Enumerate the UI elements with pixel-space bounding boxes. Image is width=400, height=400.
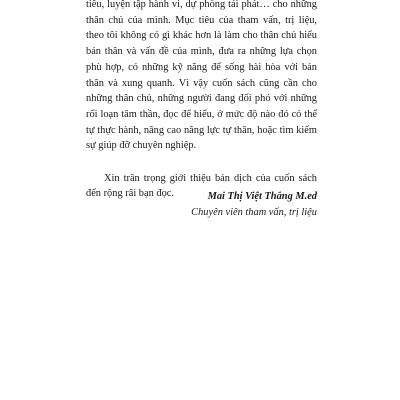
body-text	[86, 0, 317, 202]
author-signature-title: Chuyên viên tham vấn, trị liệu	[191, 207, 317, 218]
paragraph-closing: Xin trân trọng giới thiệu bản dịch của cuốn sách đến rộng rãi bạn đọc.	[86, 172, 317, 200]
paragraph-continued: tiêu, luyện tập hành vi, dự phòng tái phát… cho những thân chủ của mình. Mục tiêu của tham vấn, trị liệu, theo tôi không có gì khác hơn là làm cho thân chủ hiểu bản thân và vấn đề của mình, đưa ra những lựa chọn phù hợp, có những kỹ năng để sống hài hòa với bản thân và xung quanh. Vì vậy cuốn sách cũng cần cho những thân chủ, những người đang đối phó với những rối loạn tâm thần, đọc để hiểu, ở mức độ nào đó có thể tự thực hành, nâng cao năng lực tự thân, hoặc tìm kiếm sự giúp đỡ chuyên nghiệp.	[86, 0, 317, 152]
author-signature-name: Mai Thị Việt Thắng M.ed	[207, 191, 317, 202]
